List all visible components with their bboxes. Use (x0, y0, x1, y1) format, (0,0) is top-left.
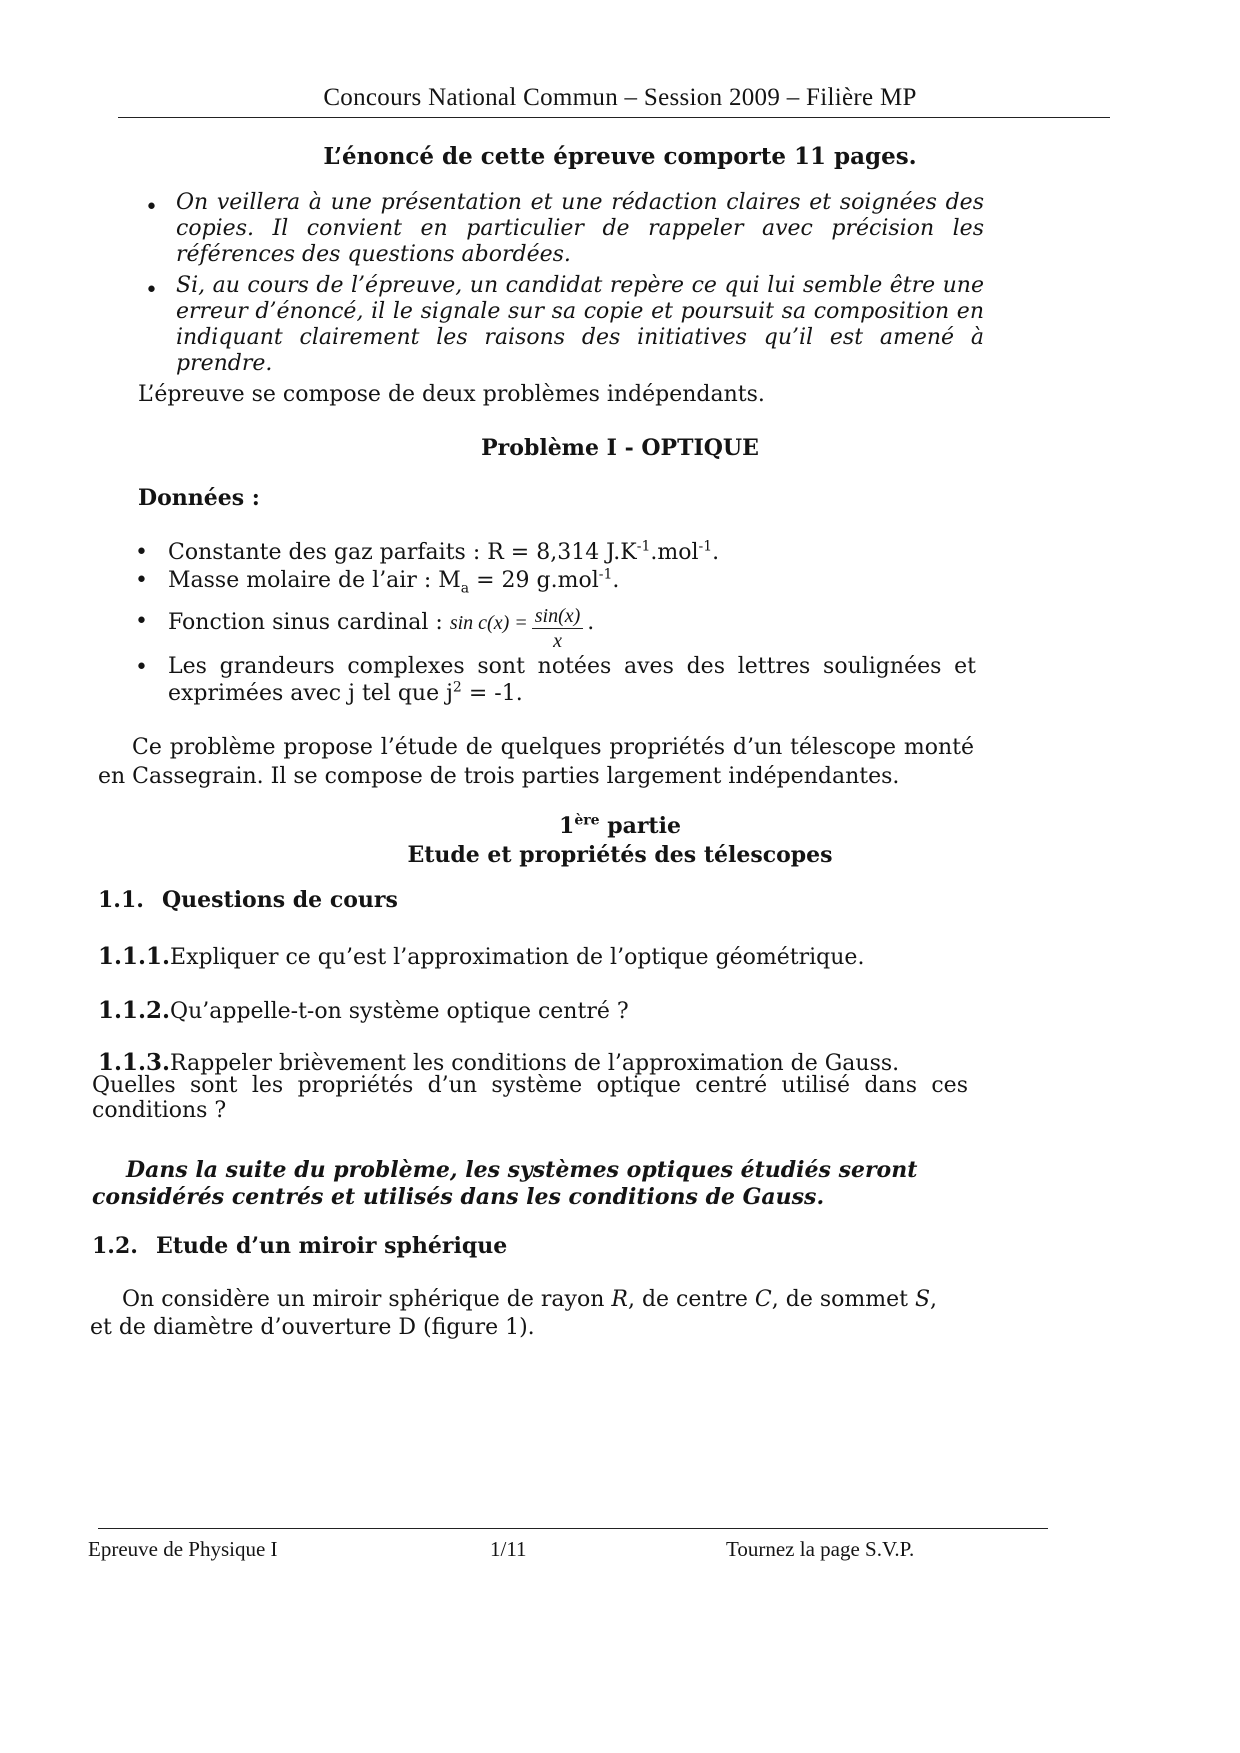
intro-bullet-1: On veillera à une présentation et une rédaction claires et soignées des copies. Il convient en particulier de rappeler avec précision les références des questions abordées. (176, 190, 984, 267)
footer-right: Tournez la page S.V.P. (726, 1537, 915, 1561)
page-number: 1/11 (490, 1537, 527, 1561)
bullet-icon: • (135, 540, 148, 565)
bullet-icon: • (135, 568, 148, 593)
composition-text: L’épreuve se compose de deux problèmes indépendants. (138, 382, 765, 407)
part-title: Etude et propriétés des télescopes (407, 842, 833, 868)
gauss-assumption: Dans la suite du problème, les systèmes optiques étudiés seront considérés centrés et utilisés dans les conditions de Gauss. (92, 1157, 918, 1210)
intro-bullet-2: Si, au cours de l’épreuve, un candidat repère ce qui lui semble être une erreur d’énoncé, il le signale sur sa copie et poursuit sa composition en indiquant clairement les raisons des initiatives qu’il est amené à prendre. (176, 273, 984, 376)
question-1-1-2: 1.1.2.Qu’appelle-t-on système optique centré ? (98, 997, 629, 1024)
question-1-1-3: 1.1.3.Rappeler brièvement les conditions de l’approximation de Gauss. (98, 1049, 900, 1076)
data-molar-mass: Masse molaire de l’air : $M_a = 29$ g.mol$^{-1}$. (168, 566, 620, 597)
bullet-icon: • (145, 195, 158, 220)
question-1-1-1: 1.1.1.Expliquer ce qu’est l’approximation de l’optique géométrique. (98, 943, 865, 970)
section-1-1-title: Questions de cours (162, 887, 398, 913)
section-1-2-title: Etude d’un miroir sphérique (156, 1233, 508, 1259)
data-sinc: Fonction sinus cardinal : sin c(x) = $\frac{\sin(x)}{x}$ . (168, 605, 595, 652)
data-complex: Les grandeurs complexes sont notées aves des lettres soulignées et exprimées avec j tel que $j^2 = -1$. (168, 654, 976, 706)
problem-title: Problème I - OPTIQUE (481, 435, 759, 461)
bullet-icon: • (135, 609, 148, 634)
header-title: Concours National Commun – Session 2009 – Filière MP (323, 84, 917, 111)
part-number: 1ère partie (559, 812, 681, 839)
bullet-icon: • (145, 278, 158, 303)
footer-rule (98, 1528, 1048, 1529)
sinc-fraction: $\frac{\sin(x)}{x}$ (532, 605, 584, 653)
mirror-description: On considère un miroir sphérique de rayon R, de centre C, de sommet S, et de diamètre d’ouverture D (figure 1). (90, 1287, 938, 1340)
problem-description: Ce problème propose l’étude de quelques propriétés d’un télescope monté en Cassegrain. Il se compose de trois parties largement indépendantes. (98, 735, 974, 789)
section-1-2-number: 1.2. (92, 1233, 138, 1259)
data-gas-constant: Constante des gaz parfaits : R = 8,314 $J.K^{-1}.mol^{-1}$. (168, 538, 720, 565)
footer-left: Epreuve de Physique I (88, 1537, 278, 1561)
pages-note: L’énoncé de cette épreuve comporte 11 pages. (323, 143, 917, 170)
header-rule (118, 117, 1110, 118)
question-1-1-3-continued: Quelles sont les propriétés d’un système optique centré utilisé dans ces conditions ? (92, 1073, 968, 1123)
data-heading: Données : (138, 485, 260, 511)
bullet-icon: • (135, 655, 148, 680)
section-1-1-number: 1.1. (98, 887, 144, 913)
